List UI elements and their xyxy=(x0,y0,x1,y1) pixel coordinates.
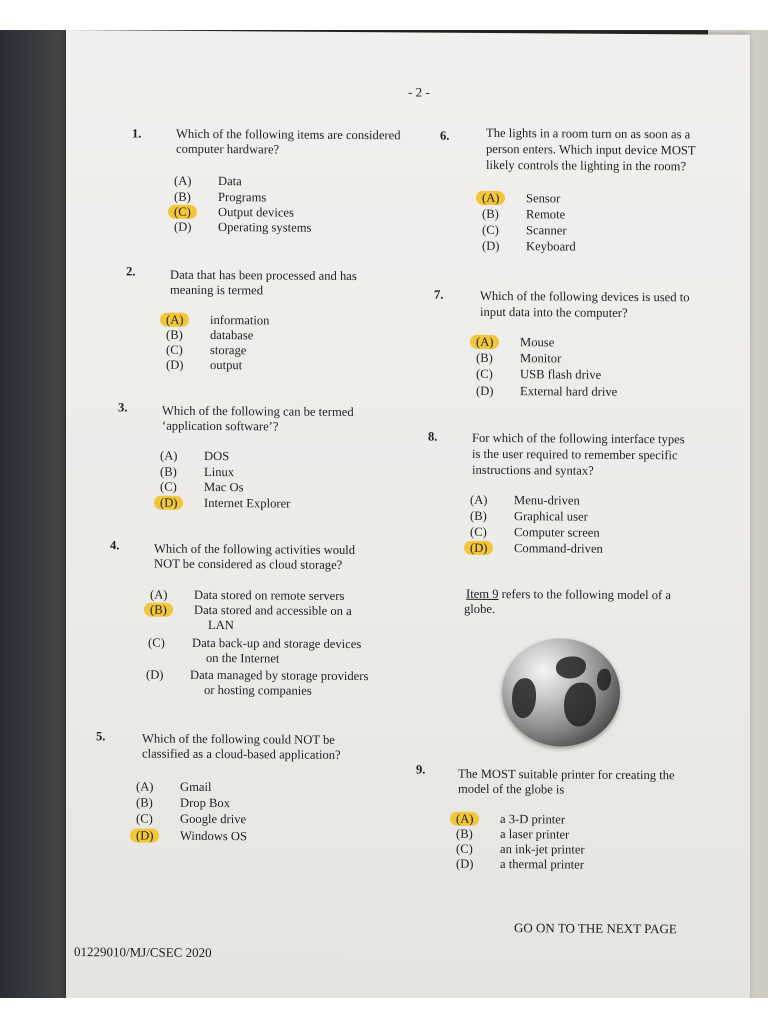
answer-highlight: (A) xyxy=(450,812,479,826)
q6-line2: person enters. Which input device MOST xyxy=(486,141,696,158)
q9-line2: model of the globe is xyxy=(458,781,565,797)
answer-highlight: (D) xyxy=(130,828,159,842)
answer-highlight: (A) xyxy=(470,335,499,349)
q5-number: 5. xyxy=(96,729,106,744)
globe-land xyxy=(564,682,596,726)
q9-option-c[interactable]: (C) an ink-jet printer xyxy=(456,841,585,857)
q4-option-a[interactable]: (A) Data stored on remote servers xyxy=(150,587,345,603)
q7-option-a[interactable]: (A) Mouse xyxy=(476,335,554,351)
q7-option-d[interactable]: (D) External hard drive xyxy=(476,383,618,399)
q1-option-b[interactable]: (B) Programs xyxy=(174,189,267,205)
globe-land xyxy=(556,656,586,678)
globe-land xyxy=(512,678,536,718)
q7-line1: Which of the following devices is used to xyxy=(480,288,690,305)
q3-number: 3. xyxy=(118,400,128,415)
q1-option-c[interactable]: (C) Output devices xyxy=(174,205,294,221)
q8-option-a[interactable]: (A) Menu-driven xyxy=(470,492,580,508)
answer-highlight: (D) xyxy=(464,541,493,555)
q1-line1: Which of the following items are considered xyxy=(176,126,401,143)
q6-option-d[interactable]: (D) Keyboard xyxy=(482,238,576,254)
q7-number: 7. xyxy=(434,287,444,302)
page-number: - 2 - xyxy=(408,84,430,100)
q2-option-b[interactable]: (B) database xyxy=(166,327,254,343)
q9-option-b[interactable]: (B) a laser printer xyxy=(456,826,570,842)
exam-code: 01229010/MJ/CSEC 2020 xyxy=(74,944,212,961)
q9-option-a[interactable]: (A) a 3-D printer xyxy=(456,812,565,828)
q4-option-d[interactable]: (D) Data managed by storage providers xyxy=(146,667,369,684)
q6-option-c[interactable]: (C) Scanner xyxy=(482,222,567,238)
q3-option-d[interactable]: (D) Internet Explorer xyxy=(160,496,290,513)
q5-line1: Which of the following could NOT be xyxy=(142,731,335,747)
q8-line1: For which of the following interface types xyxy=(472,430,685,447)
q4-option-b[interactable]: (B) Data stored and accessible on a xyxy=(150,603,352,620)
globe-image xyxy=(502,638,620,747)
answer-highlight: (C) xyxy=(168,205,197,219)
q1-line2: computer hardware? xyxy=(176,141,280,157)
q2-line1: Data that has been processed and has xyxy=(170,267,357,284)
q3-line1: Which of the following can be termed xyxy=(162,403,354,420)
answer-highlight: (B) xyxy=(144,603,173,617)
answer-highlight: (A) xyxy=(160,313,189,327)
q9-option-d[interactable]: (D) a thermal printer xyxy=(456,856,584,872)
q4-line2: NOT be considered as cloud storage? xyxy=(154,556,343,572)
item9-reference-line2: globe. xyxy=(464,601,496,616)
q5-option-a[interactable]: (A) Gmail xyxy=(136,779,212,795)
q4-option-d-cont: or hosting companies xyxy=(204,682,312,698)
q2-option-d[interactable]: (D) output xyxy=(166,357,243,373)
q8-option-d[interactable]: (D) Command-driven xyxy=(470,541,603,558)
q8-number: 8. xyxy=(428,429,438,444)
q8-line2: is the user required to remember specific xyxy=(472,446,678,463)
q5-option-b[interactable]: (B) Drop Box xyxy=(136,795,231,811)
go-on-next-page: GO ON TO THE NEXT PAGE xyxy=(514,920,677,937)
item9-reference: Item 9 refers to the following model of a xyxy=(466,586,671,603)
q6-option-a[interactable]: (A) Sensor xyxy=(482,191,560,207)
q2-line2: meaning is termed xyxy=(170,282,264,298)
q2-option-a[interactable]: (A) information xyxy=(166,313,269,329)
q8-option-c[interactable]: (C) Computer screen xyxy=(470,524,600,540)
q7-line2: input data into the computer? xyxy=(480,304,628,320)
q3-option-c[interactable]: (C) Mac Os xyxy=(160,479,244,495)
globe-land xyxy=(597,669,611,691)
q8-line3: instructions and syntax? xyxy=(472,462,594,478)
q4-option-b-cont: LAN xyxy=(208,617,234,633)
photo-background xyxy=(0,30,768,998)
q2-option-c[interactable]: (C) storage xyxy=(166,342,247,358)
q5-line2: classified as a cloud-based application? xyxy=(142,746,341,762)
q9-line1: The MOST suitable printer for creating the xyxy=(458,766,675,783)
q6-option-b[interactable]: (B) Remote xyxy=(482,206,566,222)
q4-option-c[interactable]: (C) Data back-up and storage devices xyxy=(148,635,362,652)
q4-line1: Which of the following activities would xyxy=(154,541,356,558)
q6-line3: likely controls the lighting in the room? xyxy=(486,157,687,174)
q4-option-c-cont: on the Internet xyxy=(206,650,280,666)
q2-number: 2. xyxy=(126,264,136,279)
answer-highlight: (A) xyxy=(476,191,505,205)
q3-line2: ‘application software’? xyxy=(162,418,279,434)
exam-page xyxy=(66,30,750,998)
q3-option-b[interactable]: (B) Linux xyxy=(160,464,235,480)
q9-number: 9. xyxy=(416,762,426,777)
q5-option-c[interactable]: (C) Google drive xyxy=(136,811,247,827)
answer-highlight: (D) xyxy=(154,496,183,510)
q3-option-a[interactable]: (A) DOS xyxy=(160,448,230,464)
q1-number: 1. xyxy=(132,126,142,141)
q1-option-a[interactable]: (A) Data xyxy=(174,173,242,189)
q7-option-b[interactable]: (B) Monitor xyxy=(476,350,562,366)
q4-number: 4. xyxy=(110,538,120,553)
q7-option-c[interactable]: (C) USB flash drive xyxy=(476,366,602,382)
q8-option-b[interactable]: (B) Graphical user xyxy=(470,508,588,524)
dark-background xyxy=(0,30,70,998)
q6-number: 6. xyxy=(440,128,450,143)
q1-option-d[interactable]: (D) Operating systems xyxy=(174,219,312,235)
q5-option-d[interactable]: (D) Windows OS xyxy=(136,828,247,844)
q6-line1: The lights in a room turn on as soon as a xyxy=(486,125,691,142)
